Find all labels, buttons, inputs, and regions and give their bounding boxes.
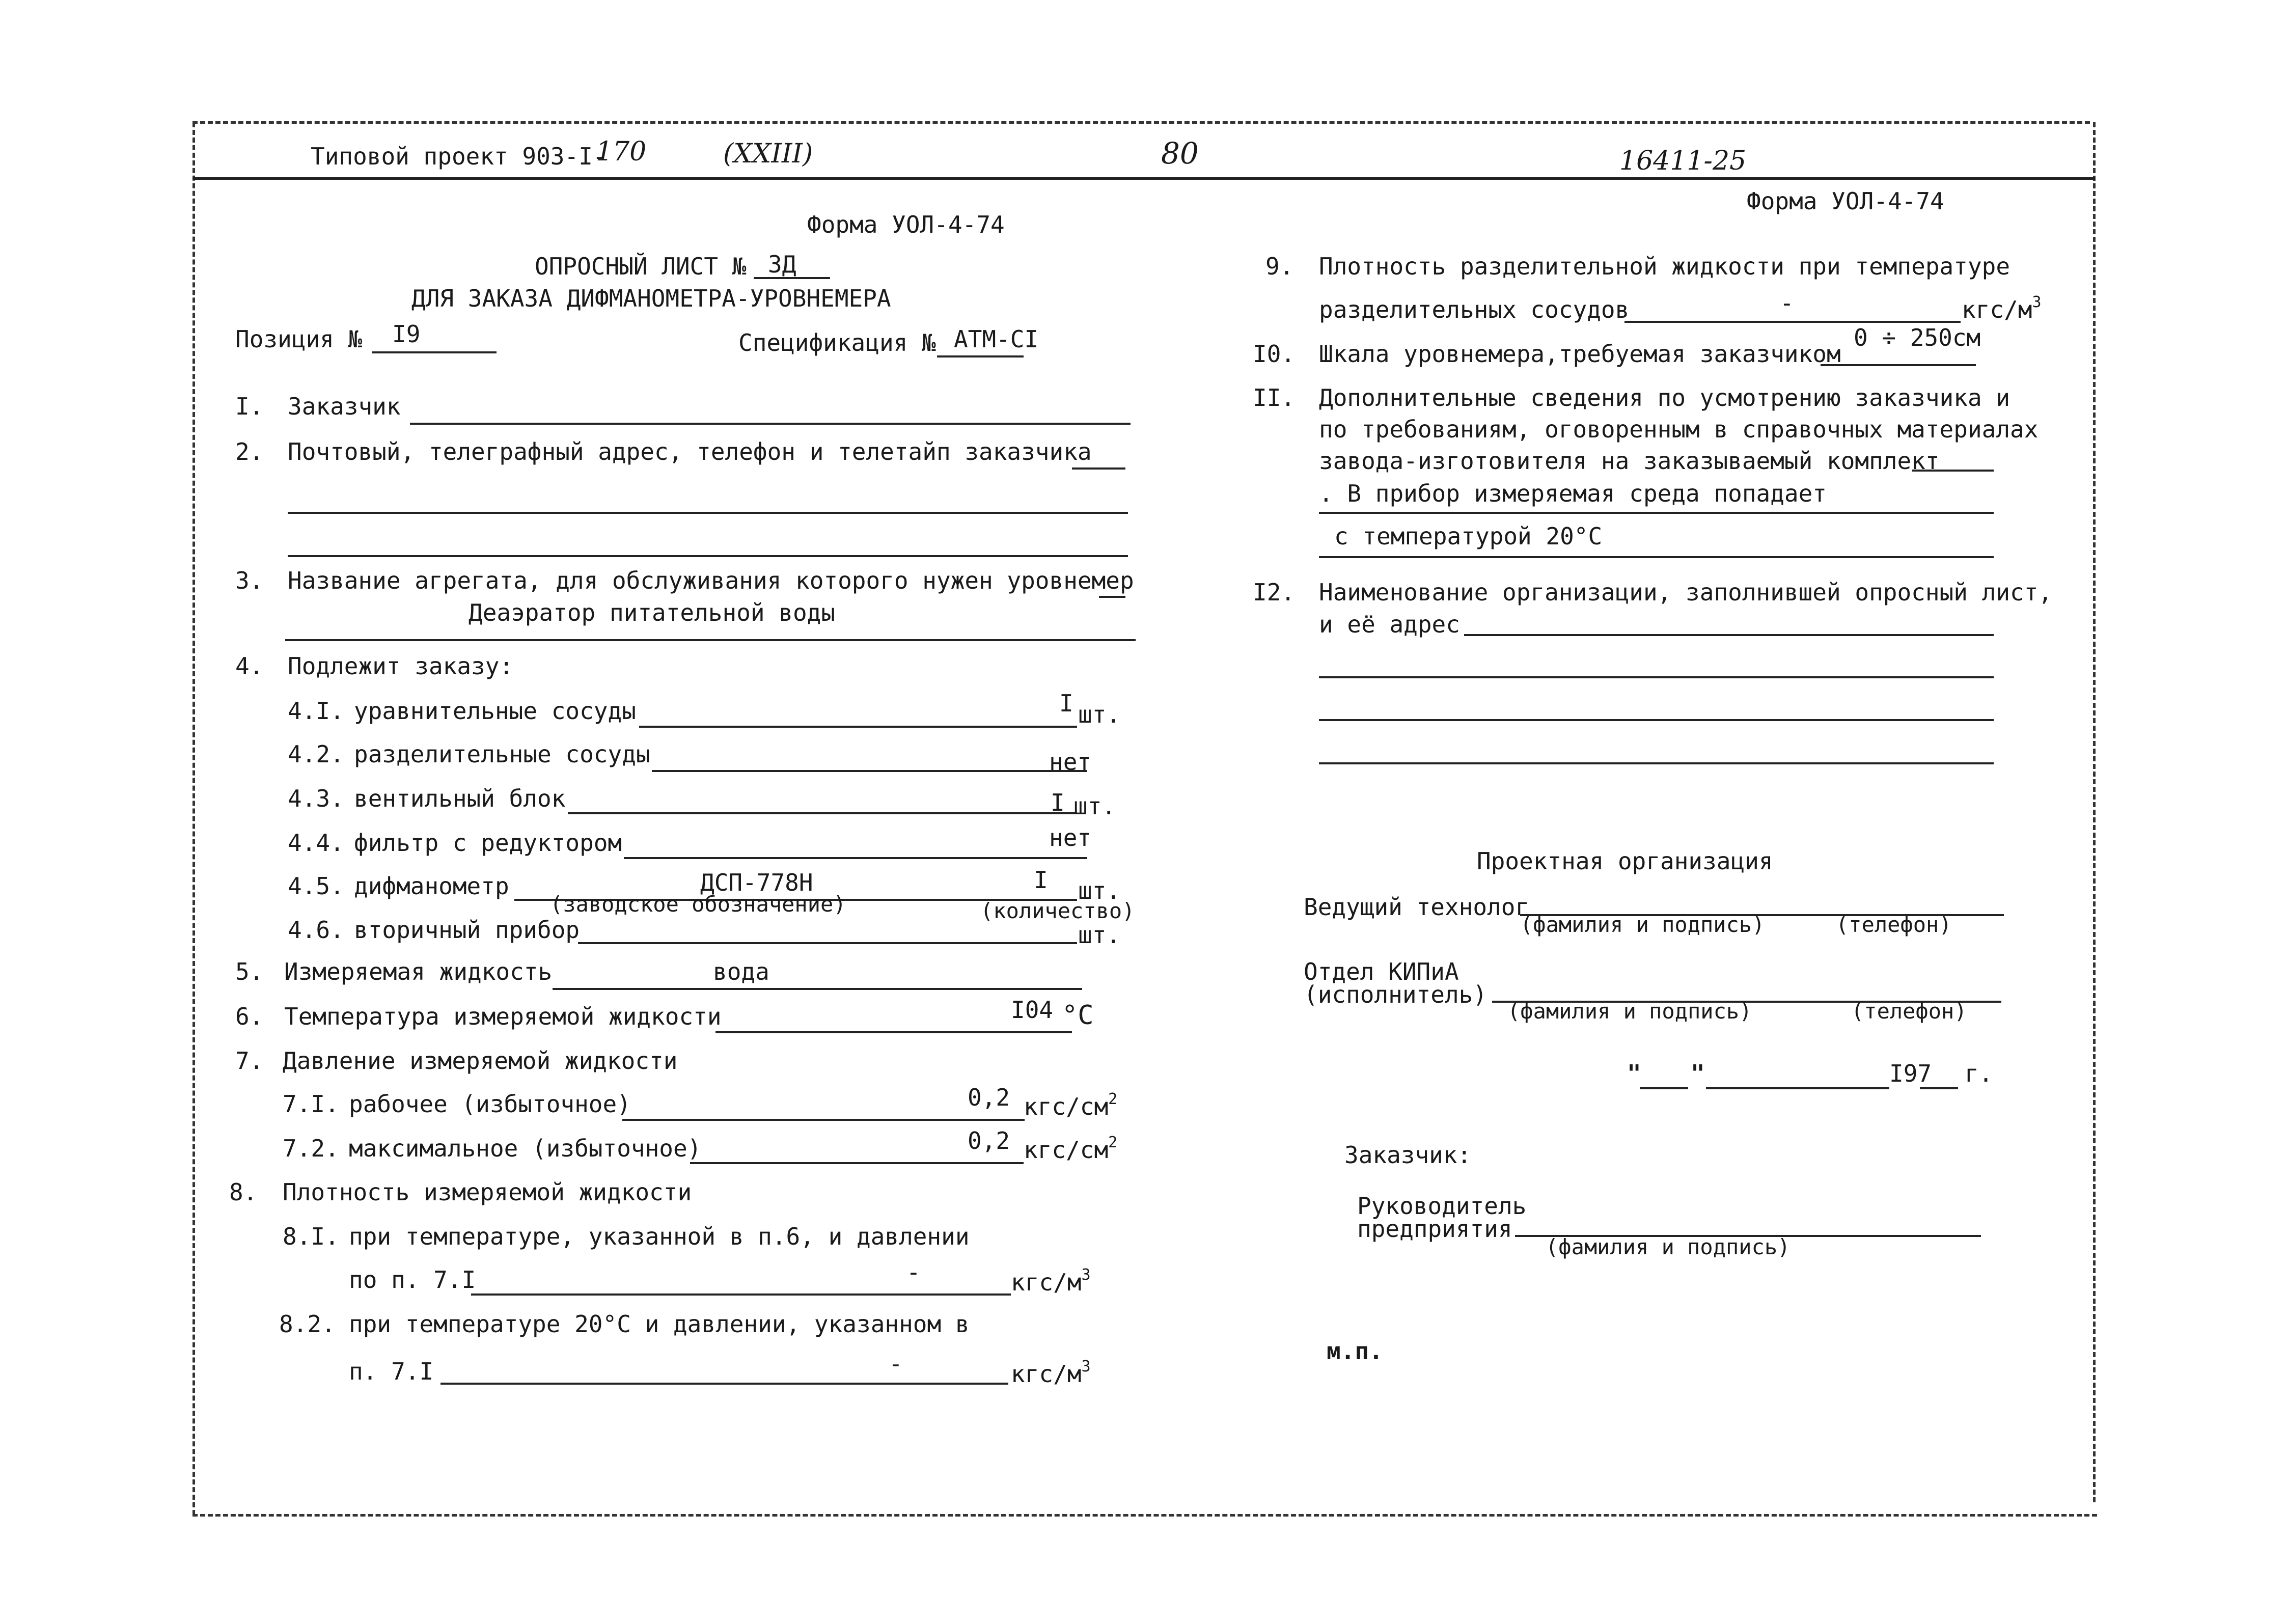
- item-4-6-unit: шт.: [1078, 921, 1121, 949]
- position-label: Позиция №: [235, 325, 363, 353]
- item-7-1-unit-text: кгс/см: [1024, 1093, 1109, 1120]
- item-8-2-num: 8.2.: [279, 1310, 336, 1338]
- item-11-line-b: [1319, 512, 1994, 514]
- item-8-2-unit-sup: 3: [1081, 1358, 1091, 1375]
- title-line1: ОПРОСНЫЙ ЛИСТ №: [535, 253, 747, 280]
- item-4-4-line: [624, 857, 1087, 859]
- item-8-num: 8.: [229, 1178, 258, 1206]
- stamp-place: м.п.: [1327, 1337, 1383, 1365]
- frame-left: [192, 122, 195, 1515]
- lead-technologist: Ведущий технолог: [1304, 893, 1530, 921]
- date-day-line: [1640, 1087, 1688, 1089]
- item-9-unit: [1962, 293, 2042, 323]
- item-4-num: 4.: [235, 652, 264, 680]
- item-10-line: [1821, 364, 1976, 366]
- item-10-label: Шкала уровнемера,требуемая заказчиком: [1319, 340, 1841, 368]
- item-2-num: 2.: [235, 438, 264, 465]
- item-7-2-value: 0,2: [968, 1127, 1010, 1154]
- item-8-1-unit-text: кгс/м: [1011, 1269, 1082, 1296]
- item-7-2-label: максимальное (избыточное): [349, 1135, 702, 1162]
- item-3-line-a: [1099, 596, 1125, 598]
- sheet-number-line: [754, 277, 830, 279]
- item-7-1-label: рабочее (избыточное): [349, 1090, 631, 1118]
- item-4-5-sub-quantity: (количество): [980, 898, 1135, 923]
- item-7-1-num: 7.I.: [283, 1090, 339, 1118]
- title-line2: ДЛЯ ЗАКАЗА ДИФМАНОМЕТРА-УРОВНЕМЕРА: [411, 285, 891, 312]
- item-4-2-value: нет: [1049, 748, 1092, 776]
- item-8-1-label: при температуре, указанной в п.6, и давлении: [349, 1223, 970, 1250]
- item-4-1-label: уравнительные сосуды: [354, 697, 636, 725]
- head-label-2: предприятия: [1357, 1215, 1512, 1243]
- item-4-3-label: вентильный блок: [354, 785, 566, 812]
- item-9-line: [1624, 321, 1961, 323]
- date-year-line: [1920, 1087, 1958, 1089]
- item-11-d: . В прибор измеряемая среда попадает: [1319, 480, 1827, 507]
- header-project: Типовой проект 903-I-: [311, 143, 607, 170]
- item-4-1-value: I: [1059, 690, 1073, 717]
- header-rule: [192, 177, 2095, 180]
- lead-sign-caption: (фамилия и подпись): [1520, 912, 1765, 937]
- item-12-line-b: [1319, 676, 1994, 678]
- item-4-6-label: вторичный прибор: [354, 916, 580, 944]
- item-4-2-num: 4.2.: [288, 740, 344, 768]
- item-5-value: вода: [713, 958, 769, 985]
- frame-right: [2093, 122, 2096, 1502]
- item-4-4-value: нет: [1049, 824, 1092, 851]
- item-9-unit-sup: 3: [2032, 293, 2042, 311]
- spec-line: [937, 355, 1024, 357]
- item-7-1-unit-sup: 2: [1108, 1090, 1118, 1108]
- item-4-2-line: [652, 770, 1087, 772]
- item-8-1-b: по п. 7.I: [349, 1266, 476, 1293]
- item-9-num: 9.: [1265, 253, 1294, 280]
- head-label-1: Руководитель: [1357, 1192, 1527, 1220]
- item-8-2-unit-text: кгс/м: [1011, 1360, 1082, 1388]
- item-4-5-unit: шт.: [1078, 877, 1121, 904]
- item-3-label: Название агрегата, для обслуживания которого нужен уровнемер: [288, 567, 1134, 594]
- item-6-label: Температура измеряемой жидкости: [284, 1003, 722, 1030]
- date-year: I97: [1889, 1060, 1932, 1087]
- item-6-unit: °С: [1062, 1000, 1094, 1031]
- item-8-label: Плотность измеряемой жидкости: [283, 1178, 692, 1206]
- spec-label: Спецификация №: [738, 329, 936, 356]
- item-12-a: Наименование организации, заполнившей опросный лист,: [1319, 579, 2053, 606]
- item-7-num: 7.: [235, 1047, 264, 1075]
- item-12-line-d: [1319, 762, 1994, 764]
- frame-top: [192, 121, 2090, 124]
- item-2-label: Почтовый, телеграфный адрес, телефон и телетайп заказчика: [288, 438, 1092, 465]
- item-4-4-label: фильтр с редуктором: [354, 829, 622, 857]
- form-label-right: Форма УОЛ-4-74: [1747, 187, 1944, 215]
- item-6-value: I04: [1011, 996, 1054, 1024]
- spec-value: АТМ-СI: [954, 325, 1039, 353]
- item-8-1-unit: [1011, 1266, 1091, 1296]
- design-org: Проектная организация: [1477, 847, 1773, 875]
- item-4-label: Подлежит заказу:: [288, 652, 514, 680]
- item-8-2-line: [440, 1383, 1008, 1385]
- item-4-1-unit: шт.: [1078, 701, 1121, 728]
- item-7-2-num: 7.2.: [283, 1135, 339, 1162]
- date-year-suffix: г.: [1965, 1060, 1993, 1087]
- item-5-label: Измеряемая жидкость: [284, 958, 553, 985]
- item-4-3-value: I: [1051, 789, 1065, 816]
- date-month-line: [1706, 1087, 1889, 1089]
- lead-phone-caption: (телефон): [1836, 912, 1952, 937]
- item-12-b: и её адрес: [1319, 611, 1460, 638]
- item-3-value: Деаэратор питательной воды: [469, 599, 836, 626]
- item-9-unit-text: кгс/м: [1962, 296, 2032, 323]
- frame-bottom: [192, 1514, 2097, 1517]
- item-4-6-num: 4.6.: [288, 916, 344, 944]
- item-1-line: [410, 423, 1131, 425]
- item-8-1-num: 8.I.: [283, 1223, 339, 1250]
- dept-kipia: Отдел КИПиА: [1304, 958, 1459, 985]
- item-9-value: -: [1780, 289, 1794, 317]
- item-7-label: Давление измеряемой жидкости: [283, 1047, 678, 1075]
- item-6-line: [715, 1031, 1072, 1033]
- item-4-3-num: 4.3.: [288, 785, 344, 812]
- item-8-2-b: п. 7.I: [349, 1358, 434, 1385]
- item-10-value: 0 ÷ 250см: [1854, 324, 1981, 351]
- item-11-num: II.: [1253, 384, 1296, 411]
- item-3-num: 3.: [235, 567, 264, 594]
- header-album: (XXIII): [723, 139, 813, 169]
- item-1-num: I.: [235, 393, 264, 420]
- item-2-line-b: [288, 512, 1128, 514]
- item-1-label: Заказчик: [288, 393, 401, 420]
- item-12-num: I2.: [1253, 579, 1296, 606]
- customer-label: Заказчик:: [1344, 1141, 1472, 1169]
- item-4-4-num: 4.4.: [288, 829, 344, 857]
- item-9-label: Плотность разделительной жидкости при температуре: [1319, 253, 2010, 280]
- item-4-5-value: I: [1034, 866, 1048, 894]
- form-label-left: Форма УОЛ-4-74: [807, 211, 1005, 238]
- item-7-1-line: [622, 1119, 1025, 1121]
- item-2-line-c: [288, 555, 1128, 557]
- item-11-c: завода-изготовителя на заказываемый комплект: [1319, 447, 1940, 475]
- item-8-2-value: -: [889, 1350, 903, 1378]
- position-value: I9: [392, 320, 421, 348]
- item-4-3-unit: шт.: [1073, 792, 1116, 820]
- item-5-line: [553, 988, 1082, 990]
- item-6-num: 6.: [235, 1003, 264, 1030]
- item-4-5-label: дифманометр: [354, 872, 509, 900]
- dept-executor: (исполнитель): [1304, 981, 1488, 1008]
- date-quote-open: ": [1627, 1060, 1641, 1087]
- item-11-line-c: [1319, 556, 1994, 558]
- item-4-3-line: [568, 812, 1077, 814]
- item-4-5-num: 4.5.: [288, 872, 344, 900]
- item-4-1-num: 4.I.: [288, 697, 344, 725]
- item-5-num: 5.: [235, 958, 264, 985]
- item-2-line-a: [1072, 467, 1125, 470]
- header-page-no: 80: [1161, 136, 1199, 171]
- item-8-1-value: -: [906, 1258, 921, 1286]
- item-3-line-b: [285, 639, 1136, 641]
- item-4-5-sub-designation: (заводское обозначение): [550, 892, 846, 917]
- sheet-number: 3Д: [768, 251, 796, 278]
- item-8-2-label: при температуре 20°С и давлении, указанном в: [349, 1310, 970, 1338]
- item-12-line-a: [1464, 634, 1994, 636]
- item-8-2-unit: [1011, 1358, 1091, 1388]
- item-11-a: Дополнительные сведения по усмотрению заказчика и: [1319, 384, 2010, 411]
- item-7-1-value: 0,2: [968, 1084, 1010, 1111]
- item-4-1-line: [639, 726, 1077, 728]
- item-7-2-line: [690, 1162, 1024, 1164]
- item-8-1-unit-sup: 3: [1081, 1266, 1091, 1284]
- header-project-hw: 170: [596, 136, 647, 167]
- item-9-b: разделительных сосудов: [1319, 296, 1630, 323]
- item-4-6-line: [578, 942, 1077, 944]
- header-code: 16411-25: [1619, 146, 1747, 176]
- head-sign-caption: (фамилия и подпись): [1546, 1234, 1791, 1259]
- item-11-e: с температурой 20°С: [1334, 522, 1603, 550]
- item-4-5-model: ДСП-778Н: [700, 869, 813, 896]
- item-11-line-a: [1912, 470, 1994, 472]
- item-7-2-unit: [1024, 1134, 1118, 1164]
- dept-sign-caption: (фамилия и подпись): [1507, 999, 1752, 1024]
- item-7-1-unit: [1024, 1090, 1118, 1120]
- item-12-line-c: [1319, 719, 1994, 721]
- item-4-2-label: разделительные сосуды: [354, 740, 650, 768]
- item-11-b: по требованиям, оговоренным в справочных материалах: [1319, 416, 2039, 443]
- item-7-2-unit-text: кгс/см: [1024, 1136, 1109, 1164]
- item-7-2-unit-sup: 2: [1108, 1134, 1118, 1151]
- position-line: [372, 351, 497, 353]
- dept-phone-caption: (телефон): [1851, 999, 1967, 1024]
- item-10-num: I0.: [1253, 340, 1296, 368]
- date-quote-close: ": [1691, 1060, 1705, 1087]
- item-8-1-line: [471, 1293, 1011, 1296]
